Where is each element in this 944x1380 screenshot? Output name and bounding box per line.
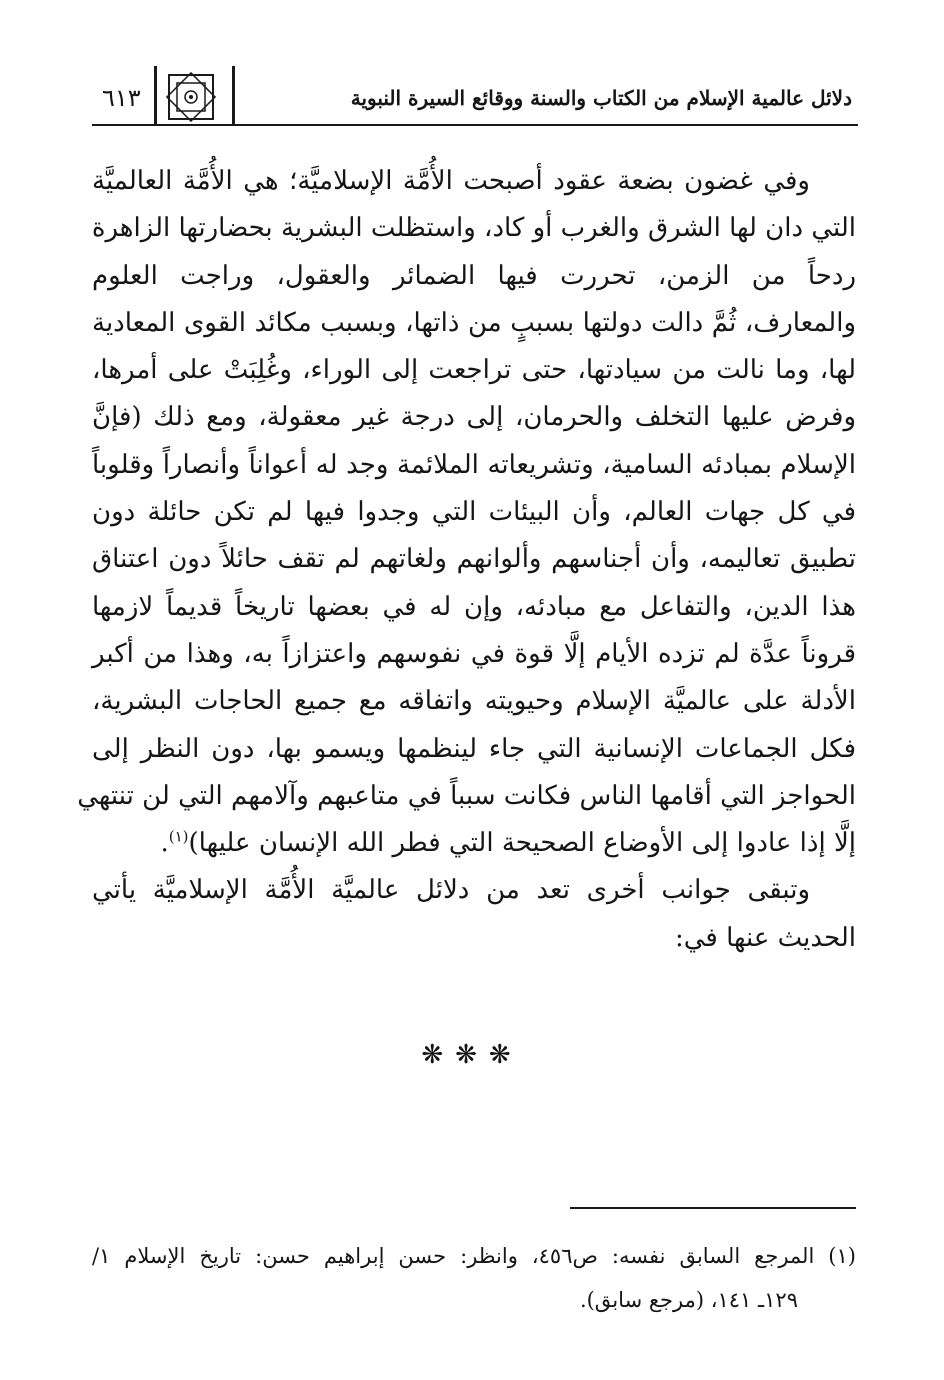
text-line: قروناً عدَّة لم تزده الأيام إلَّا قوة في نفوسهم واعتزازاً به، وهذا من أكبر <box>92 638 856 669</box>
text-line: ردحاً من الزمن، تحررت فيها الضمائر والعقول، وراجت العلوم <box>92 260 856 291</box>
section-separator: ❋❋❋ <box>421 1040 523 1070</box>
text-line: تطبيق تعاليمه، وأن أجناسهم وألوانهم ولغاتهم لم تقف حائلاً دون اعتناق <box>92 544 856 575</box>
text-line: والمعارف، ثُمَّ دالت دولتها بسببٍ من ذاتها، وبسبب مكائد القوى المعادية <box>92 307 856 338</box>
main-text <box>77 158 856 962</box>
text-line: الحواجز التي أقامها الناس فكانت سبباً في متاعبهم وآلامهم التي لن تنتهي <box>77 780 856 811</box>
text-line: لها، وما نالت من سيادتها، حتى تراجعت إلى الوراء، وغُلِبَتْ على أمرها، <box>92 355 856 386</box>
text-line: هذا الدين، والتفاعل مع مبادئه، وإن له في بعضها تاريخاً قديماً لازمها <box>92 591 856 622</box>
footnote-rule <box>570 1207 856 1209</box>
header-divider <box>154 66 157 124</box>
text-line: وتبقى جوانب أخرى تعد من دلائل عالميَّة الأُمَّة الإسلاميَّة يأتي <box>92 875 810 906</box>
text-line: الحديث عنها في: <box>675 922 856 953</box>
text-line: التي دان لها الشرق والغرب أو كاد، واستظلت البشرية بحضارتها الزاهرة <box>91 213 856 244</box>
footnotes <box>92 1238 856 1326</box>
footnote-line: (١) المرجع السابق نفسه: ص٤٥٦، وانظر: حسن إبراهيم حسن: تاريخ الإسلام ١/ <box>92 1244 856 1268</box>
running-title: دلائل عالمية الإسلام من الكتاب والسنة ووقائع السيرة النبوية <box>350 86 852 110</box>
page-header <box>92 60 858 130</box>
header-ornament-icon <box>166 72 216 122</box>
header-rule <box>92 124 858 126</box>
header-divider <box>232 66 235 124</box>
sentence-end: . <box>160 828 169 859</box>
text-line: فكل الجماعات الإنسانية التي جاء لينظمها ويسمو بها، دون النظر إلى <box>92 733 856 764</box>
text-line <box>92 820 856 867</box>
text-line: وفرض عليها التخلف والحرمان، إلى درجة غير معقولة، ومع ذلك (فإنَّ <box>92 402 856 433</box>
footnote-reference: (١) <box>168 827 189 846</box>
text-line-content: إلَّا إذا عادوا إلى الأوضاع الصحيحة التي فطر الله الإنسان عليها) <box>188 828 856 859</box>
footnote-line: ١٢٩ـ ١٤١، (مرجع سابق). <box>579 1288 798 1312</box>
text-line: الإسلام بمبادئه السامية، وتشريعاته الملائمة وجد له أعواناً وأنصاراً وقلوباً <box>92 449 856 480</box>
text-line: الأدلة على عالميَّة الإسلام وحيويته واتفاقه مع جميع الحاجات البشرية، <box>92 686 856 717</box>
page-number: ٦١٣ <box>102 84 141 112</box>
text-line: وفي غضون بضعة عقود أصبحت الأُمَّة الإسلاميَّة؛ هي الأُمَّة العالميَّة <box>92 166 810 196</box>
text-line: في كل جهات العالم، وأن البيئات التي وجدوا فيها لم تكن حائلة دون <box>92 497 856 528</box>
